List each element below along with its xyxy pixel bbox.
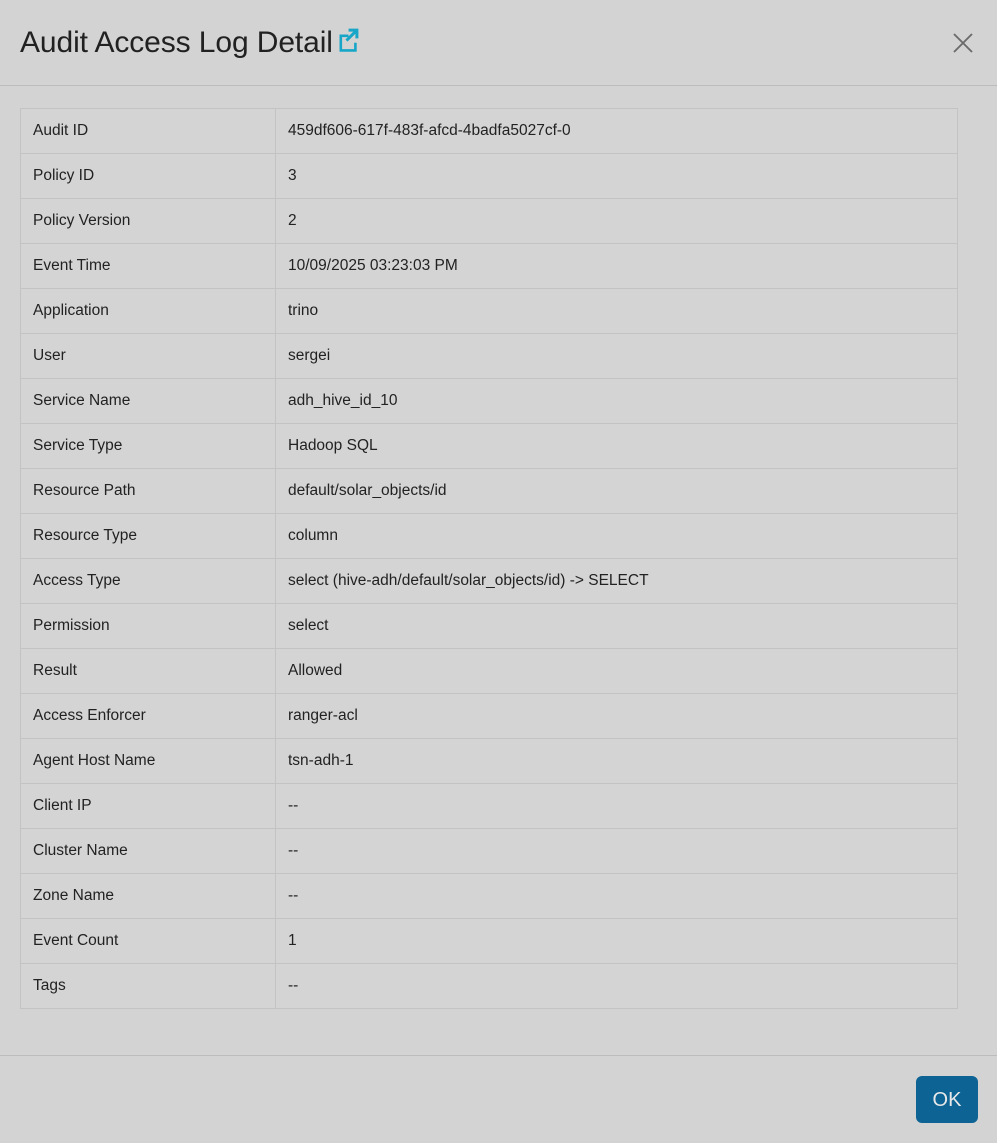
detail-value: column	[276, 514, 958, 559]
detail-label: Result	[21, 649, 276, 694]
table-row	[21, 739, 958, 784]
detail-value: default/solar_objects/id	[276, 469, 958, 514]
detail-label: Access Type	[21, 559, 276, 604]
table-row	[21, 469, 958, 514]
table-row	[21, 964, 958, 1009]
table-row	[21, 514, 958, 559]
dialog-title-group	[20, 25, 361, 59]
detail-value: Hadoop SQL	[276, 424, 958, 469]
table-row	[21, 874, 958, 919]
detail-label: Access Enforcer	[21, 694, 276, 739]
detail-value: sergei	[276, 334, 958, 379]
table-row	[21, 379, 958, 424]
table-row	[21, 829, 958, 874]
table-row	[21, 334, 958, 379]
dialog-footer	[0, 1055, 997, 1143]
detail-value: adh_hive_id_10	[276, 379, 958, 424]
table-row	[21, 289, 958, 334]
detail-label: Permission	[21, 604, 276, 649]
table-row	[21, 919, 958, 964]
detail-value: 10/09/2025 03:23:03 PM	[276, 244, 958, 289]
detail-label: Service Type	[21, 424, 276, 469]
ok-button[interactable]: OK	[916, 1076, 978, 1123]
detail-value: tsn-adh-1	[276, 739, 958, 784]
detail-label: Policy Version	[21, 199, 276, 244]
detail-label: Event Time	[21, 244, 276, 289]
detail-label: Cluster Name	[21, 829, 276, 874]
dialog-body	[0, 86, 997, 1055]
external-link-icon[interactable]	[335, 26, 361, 52]
detail-value: 2	[276, 199, 958, 244]
table-row	[21, 649, 958, 694]
detail-label: Application	[21, 289, 276, 334]
page-title: Audit Access Log Detail	[20, 25, 333, 59]
detail-label: Tags	[21, 964, 276, 1009]
detail-value: select	[276, 604, 958, 649]
table-row	[21, 199, 958, 244]
close-button[interactable]	[941, 21, 985, 65]
detail-value: 3	[276, 154, 958, 199]
dialog-header	[0, 0, 997, 86]
detail-label: Event Count	[21, 919, 276, 964]
table-row	[21, 559, 958, 604]
detail-value: Allowed	[276, 649, 958, 694]
table-row	[21, 424, 958, 469]
detail-label: Zone Name	[21, 874, 276, 919]
detail-label: Agent Host Name	[21, 739, 276, 784]
detail-value: 1	[276, 919, 958, 964]
detail-value: ranger-acl	[276, 694, 958, 739]
audit-detail-table	[20, 108, 958, 1009]
detail-label: User	[21, 334, 276, 379]
detail-value: 459df606-617f-483f-afcd-4badfa5027cf-0	[276, 109, 958, 154]
audit-detail-table-body	[21, 109, 958, 1009]
detail-value: --	[276, 829, 958, 874]
detail-label: Client IP	[21, 784, 276, 829]
close-icon	[952, 32, 974, 54]
detail-value: --	[276, 964, 958, 1009]
detail-label: Resource Path	[21, 469, 276, 514]
detail-label: Policy ID	[21, 154, 276, 199]
detail-label: Resource Type	[21, 514, 276, 559]
table-row	[21, 784, 958, 829]
table-row	[21, 154, 958, 199]
detail-value: --	[276, 784, 958, 829]
detail-value: trino	[276, 289, 958, 334]
table-row	[21, 694, 958, 739]
table-row	[21, 109, 958, 154]
table-row	[21, 604, 958, 649]
detail-value: select (hive-adh/default/solar_objects/id) -> SELECT	[276, 559, 958, 604]
detail-label: Audit ID	[21, 109, 276, 154]
detail-label: Service Name	[21, 379, 276, 424]
table-row	[21, 244, 958, 289]
detail-value: --	[276, 874, 958, 919]
